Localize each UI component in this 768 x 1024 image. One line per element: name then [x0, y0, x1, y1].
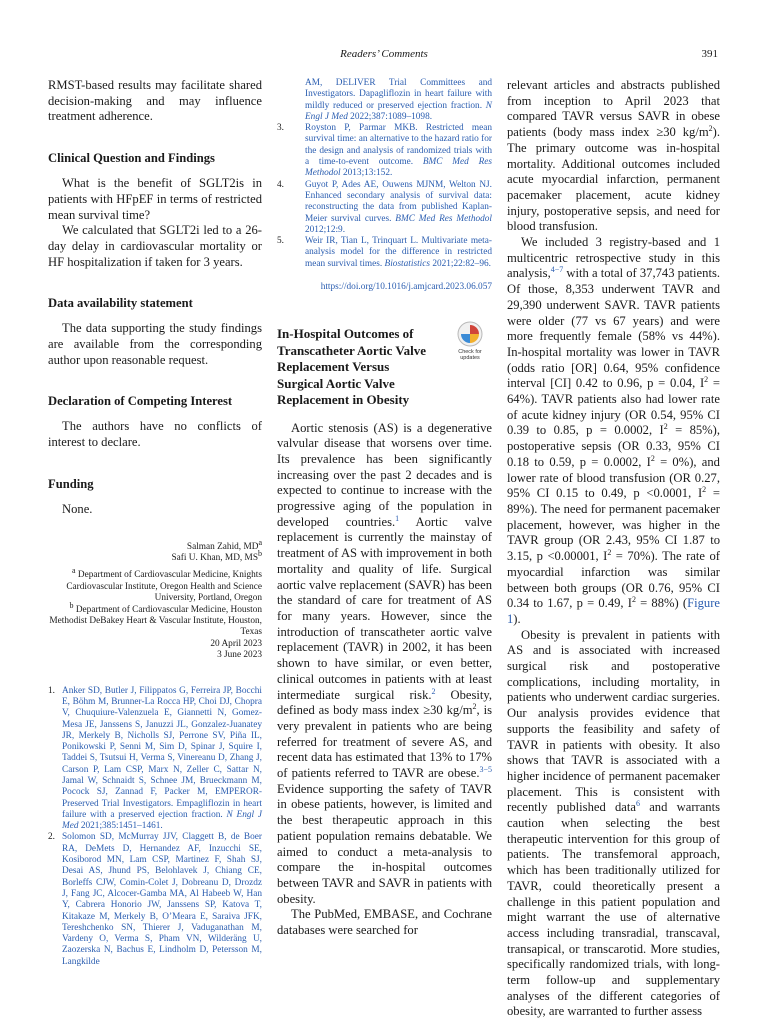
page-number: 391	[701, 48, 718, 60]
check-for-updates-badge[interactable]	[452, 320, 488, 362]
reference-item: 4. Guyot P, Ades AE, Ouwens MJNM, Welton NJ. Enhanced secondary analysis of survival data: reconstructing the data from published Kaplan-Meier survival curves. BMC Med Res Methodol 2012;12:9.	[277, 179, 493, 235]
reference-item-continued	[277, 78, 492, 123]
author-name: Salman Zahid, $MD^a$	[186, 537, 262, 552]
reference-link[interactable]: AM, DELIVER Trial Committees and Investigators. Dapagliflozin in heart failure with mildly reduced or preserved ejection fraction. N Engl J Med 2022;387:1089–1098.	[305, 78, 492, 122]
journal-title: Readers’ Comments	[340, 48, 428, 60]
author-name: Safi U. Khan, MD, $MS^b$	[171, 548, 262, 563]
reference-item: 1. Anker SD, Butler J, Filippatos G, Ferreira JP, Bocchi E, Böhm M, Brunner-La Rocca HP, Choi DJ, Chopra V, Chuquiure-Valenzuela E, Giannetti N, Gomez-Mesa JE, Janssens S, Januzzi JL, Gonzalez-Juanatey JR, Merkely B, Nicholls SJ, Perrone SV, Piña IL, Ponikowski P, Senni M, Sim D, Spinar J, Squire I, Taddei S, Tsutsui H, Verma S, Vinereanu D, Zhang J, Carson P, Lam CSP, Marx N, Zeller C, Sattar N, Jamal W, Schnaidt S, Schnee JM, Brueckmann M, Pocock SJ, Zannad F, Packer M, EMPEROR-Preserved Trial Investigators. Empagliflozin in heart failure with a preserved ejection fraction. N Engl J Med 2021;385:1451–1461.	[48, 685, 262, 832]
section-heading: Funding	[48, 476, 94, 491]
paragraph: We calculated that SGLT2i led to a 26-day delay in cardiovascular mortality or HF hospitalization if taken for 3 years.	[48, 223, 262, 269]
running-header	[0, 48, 768, 64]
reference-link[interactable]: Anker SD, Butler J, Filippatos G, Ferreira JP, Bocchi E, Böhm M, Brunner-La Rocca HP, Choi DJ, Chopra V, Chuquiure-Valenzuela E, Giannetti N, Gomez-Mesa JE, Janssens S, Januzzi JL, Gonzalez-Juanatey JR, Merkely B, Nicholls SJ, Perrone SV, Piña IL, Ponikowski P, Senni M, Sim D, Spinar J, Squire I, Taddei S, Tsutsui H, Verma S, Vinereanu D, Zhang J, Carson P, Lam CSP, Marx N, Zeller C, Sattar N, Jamal W, Schnaidt S, Schnee JM, Brueckmann M, Pocock SJ, Zannad F, Packer M, EMPEROR-Preserved Trial Investigators. Empagliflozin in heart failure with a preserved ejection fraction. N Engl J Med 2021;385:1451–1461.	[62, 685, 262, 832]
reference-item: 3. Royston P, Parmar MKB. Restricted mean survival time: an alternative to the hazard ratio for the design and analysis of randomized trials with a time-to-event outcome. BMC Med Res Methodol 2013;13:152.	[277, 123, 492, 179]
reference-link[interactable]: Solomon SD, McMurray JJV, Claggett B, de Boer RA, DeMets D, Hernandez AF, Inzucchi SE, Kosiborod MN, Lam CSP, Martinez F, Shah SJ, Desai AS, Jhund PS, Belohlavek J, Chiang CE, Borleffs CJW, Comin-Colet J, Dobreanu D, Drozdz J, Fang JC, Alcocer-Gamba MA, Al Habeeb W, Han Y, Cabrera Honorio JW, Janssens SP, Katova T, Kitakaze M, Merkely B, O’Meara E, Saraiva JFK, Tereshchenko SN, Thierer J, Vaduganathan M, Vardeny O, Verma S, Pham VN, Wilderäng U, Zaozerska N, Bachus E, Lindholm D, Petersson M, Langkilde	[62, 832, 262, 967]
column-1	[48, 78, 262, 968]
author-signatures	[48, 537, 262, 565]
accepted-date: 3 June 2023	[217, 650, 262, 661]
article-body-col2: Aortic stenosis (AS) is a degenerative valvular disease that worsens over time. Its prevalence has been significantly increasing over the past 2 decades and is expected to continue to increase with the progressive aging of the population in developed countries.$^1$ Aortic valve replacement is currently the mainstay of treatment of AS with improvement in both mortality and quality of life. Surgical aortic valve replacement (SAVR) has been the standard of care for treatment of AS for many years. However, since the introduction of transcatheter aortic valve replacement (TAVR) in 2002, it has been shown to have similar, or even better, clinical outcomes in patients with at least intermediate surgical risk.$^2$ Obesity, defined as body mass index ≥30 $kg/m^2$, is very prevalent in patients who are being referred for treatment of severe AS, and recent data has estimated that 13% to 17% of patients referred to TAVR are obese.$^{3-5}$ Evidence supporting the safety of TAVR in obese patients, however, is limited and the best therapeutic approach in this patient population remains debatable. We aimed to conduct a meta-analysis to compare the in-hospital outcomes between TAVR and SAVR in patients with obesity. The PubMed, EMBASE, and Cochrane databases were searched for	[277, 420, 492, 938]
section-heading: Declaration of Competing Interest	[48, 394, 233, 409]
check-for-updates-icon	[452, 320, 488, 362]
received-date: 20 April 2023	[210, 638, 262, 649]
affiliation: $^a$ Department of Cardiovascular Medicine, Knights Cardiovascular Institute, Oregon Health and Science University, Portland, Oregon	[66, 566, 262, 604]
affiliation: $^b$ Department of Cardiovascular Medicine, Houston Methodist DeBakey Heart & Vascular Institute, Houston, Texas	[49, 600, 262, 638]
svg-text:updates: updates	[460, 355, 480, 362]
paragraph: The data supporting the study findings are available from the corresponding author upon reasonable request.	[48, 321, 262, 367]
reference-item: 2. Solomon SD, McMurray JJV, Claggett B, de Boer RA, DeMets D, Hernandez AF, Inzucchi SE, Kosiborod MN, Lam CSP, Martinez F, Shah SJ, Desai AS, Jhund PS, Belohlavek J, Chiang CE, Borleffs CJW, Comin-Colet J, Dobreanu D, Drozdz J, Fang JC, Alcocer-Gamba MA, Al Habeeb W, Han Y, Cabrera Honorio JW, Janssens SP, Katova T, Kitakaze M, Merkely B, O’Meara E, Saraiva JFK, Tereshchenko SN, Thierer J, Vaduganathan M, Vardeny O, Verma S, Pham VN, Wilderäng U, Zaozerska N, Bachus E, Lindholm D, Petersson M, Langkilde	[48, 832, 262, 967]
reference-list-continued	[277, 78, 492, 270]
intro-paragraph: RMST-based results may facilitate shared decision-making and may influence treatment adherence.	[48, 78, 262, 124]
reference-link[interactable]: Royston P, Parmar MKB. Restricted mean survival time: an alternative to the hazard ratio for the design and analysis of randomized trials with a time-to-event outcome. BMC Med Res Methodol 2013;13:152.	[305, 123, 492, 179]
doi-link[interactable]: https://doi.org/10.1016/j.amjcard.2023.06.057	[320, 282, 492, 293]
column-2	[277, 78, 492, 939]
article-body-col3: relevant articles and abstracts published from inception to April 2023 that compared TAVR versus SAVR in obese patients (body mass index ≥30 $kg/m^2$). The primary outcome was in-hospital mortality. Additional outcomes included acute myocardial infarction, permanent pacemaker placement, acute kidney injury, postoperative sepsis, and need for blood transfusion. We included 3 registry-based and 1 multicentric retrospective study in this analysis,$^{4-7}$ with a total of 37,743 patients. Of those, 8,353 underwent TAVR and 29,390 underwent SAVR. TAVR patients were older (77 vs 67 years) and were more frequently female (58% vs 44%). In-hospital mortality was lower in TAVR (odds ratio [OR] 0.64, 95% confidence interval [CI] 0.42 to 0.96, p = 0.04, $I^2 = 64\%$). TAVR patients also had lower rate of acute kidney injury (OR 0.54, 95% CI 0.39 to 0.85, p = 0.0002, $I^2 = 85\%$), postoperative sepsis (OR 0.33, 95% CI 0.18 to 0.59, p = 0.0002, $I^2 = 0\%$), and lower rate of blood transfusion (OR 0.27, 95% CI 0.15 to 0.49, p <0.0001, $I^2 = 89\%$). The need for permanent pacemaker placement, however, was higher in the TAVR group (OR 2.43, 95% CI 1.87 to 3.15, p <0.00001, $I^2 = 70\%$). The rate of myocardial infarction was similar between both groups (OR 0.76, 95% CI 0.34 to 1.67, p = 0.49, $I^2 = 88\%$) (Figure 1). Obesity is prevalent in patients with AS and is associated with increased surgical risk and postoperative complications, including mortality, in patients who underwent cardiac surgeries. Our analysis provides evidence that supports the feasibility and safety of TAVR in patients with obesity. It also shows that TAVR is associated with a higher incidence of permanent pacemaker placement. This is consistent with recently published data$^6$ and warrants caution when selecting the best therapeutic intervention for this group of patients. The transfemoral approach, which has been traditionally utilized for TAVR, could theoretically present a challenge in this patient population and might warrant the use of alternative access including transradial, transcaval, transapical, or transcarotid. More studies, specifically randomized trials, with long-term follow-up and supplementary analyses of the different categories of obesity, are warranted to further assess	[507, 78, 720, 1019]
reference-item: 5. Weir IR, Tian L, Trinquart L. Multivariate meta-analysis model for the difference in restricted mean survival times. Biostatistics 2021;22:82–96.	[277, 236, 492, 269]
paragraph: None.	[62, 501, 93, 516]
section-heading: Data availability statement	[48, 296, 193, 311]
section-heading: Clinical Question and Findings	[48, 151, 215, 166]
reference-link[interactable]: Guyot P, Ades AE, Ouwens MJNM, Welton NJ. Enhanced secondary analysis of survival data: reconstructing the data from published Kaplan-Meier survival curves. BMC Med Res Methodol 2012;12:9.	[305, 179, 493, 235]
affiliations	[48, 566, 262, 661]
column-3	[507, 78, 720, 1020]
paragraph: What is the benefit of SGLT2is in patients with HFpEF in terms of restricted mean survival time?	[48, 176, 262, 222]
reference-link[interactable]: Weir IR, Tian L, Trinquart L. Multivariate meta-analysis model for the difference in restricted mean survival times. Biostatistics 2021;22:82–96.	[305, 236, 492, 269]
paragraph: The authors have no conflicts of interest to declare.	[48, 419, 262, 450]
svg-text:Check for: Check for	[458, 349, 482, 356]
reference-list	[48, 686, 262, 968]
article-title: In-Hospital Outcomes of Transcatheter Aortic Valve Replacement Versus Surgical Aortic Valve Replacement in Obesity	[277, 326, 426, 408]
